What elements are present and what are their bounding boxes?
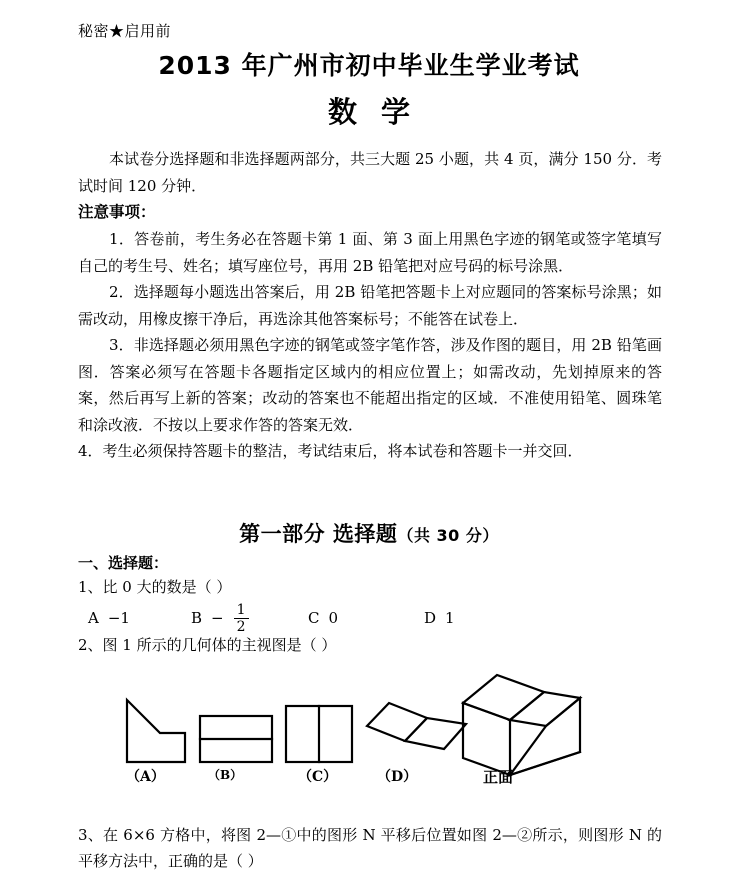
option-b-letter: B [191, 609, 203, 627]
option-c[interactable] [308, 600, 338, 636]
shape-d-right-face [405, 718, 466, 749]
part-one-title: 第一部分 选择题 [239, 522, 398, 546]
shape-d-left-face [367, 703, 427, 741]
option-a-value: −1 [107, 609, 130, 627]
figure-label-d: （D） [377, 769, 418, 785]
question-1-options [88, 600, 608, 636]
notice-item-4: 4．考生必须保持答题卡的整洁，考试结束后，将本试卷和答题卡一并交回． [78, 442, 583, 460]
figure-labels-row [0, 766, 738, 792]
fraction-one-half [234, 603, 249, 634]
section-label-choice: 一、选择题： [78, 554, 169, 572]
option-c-letter: C [308, 609, 320, 627]
front-solid-top-right-face [510, 692, 580, 726]
shape-a-outline [127, 700, 185, 762]
fraction-denominator: 2 [236, 618, 246, 635]
subject-title: 数学 [327, 95, 434, 129]
option-d-letter: D [424, 609, 437, 627]
intro-paragraph: 本试卷分选择题和非选择题两部分，共三大题 25 小题，共 4 页，满分 150 分．考试时间 120 分钟． [78, 150, 662, 195]
front-solid-left-face [463, 703, 510, 775]
question-2-stem: 2、图 1 所示的几何体的主视图是（ ） [78, 636, 337, 654]
option-d[interactable] [424, 600, 455, 636]
intro-section [78, 146, 662, 465]
figure-label-b: （B） [208, 768, 243, 782]
notice-label: 注意事项： [78, 203, 156, 221]
part-one-heading [0, 518, 738, 548]
option-b[interactable] [191, 600, 250, 636]
figure-label-front-view: 正面 [483, 768, 514, 786]
question-1-stem: 1、比 0 大的数是（ ） [78, 578, 232, 596]
option-c-value: 0 [328, 609, 339, 627]
notice-item-1: 1．答卷前，考生务必在答题卡第 1 面、第 3 面上用黑色字迹的钢笔或签字笔填写自己的考生号、姓名；填写座位号，再用 2B 铅笔把对应号码的标号涂黑． [78, 230, 662, 275]
option-d-value: 1 [445, 609, 455, 627]
front-solid-top-left-face [463, 675, 544, 720]
notice-item-3: 3．非选择题必须用黑色字迹的钢笔或签字笔作答，涉及作图的题目，用 2B 铅笔画图．答案必须写在答题卡各题指定区域内的相应位置上；如需改动，先划掉原来的答案，然后再写上新的答案；改动的答案也不能超出指定的区域．不准使用铅笔、圆珠笔和涂改液．不按以上要求作答的答案无效． [78, 336, 662, 434]
option-b-value: − [211, 609, 224, 627]
page-title: 2013 年广州市初中毕业生学业考试 [158, 51, 580, 80]
part-one-score: （共 30 分） [397, 526, 499, 545]
figure-label-c: （C） [298, 769, 338, 785]
question-3-stem: 3、在 6×6 方格中，将图 2—①中的图形 N 平移后位置如图 2—②所示，则图形 N 的平移方法中，正确的是（ ） [78, 826, 662, 870]
secret-mark: 秘密★启用前 [78, 22, 172, 40]
fraction-numerator: 1 [234, 603, 249, 619]
option-a-letter: A [88, 609, 99, 627]
option-a[interactable] [88, 600, 130, 636]
figure-label-a: （A） [126, 769, 165, 785]
notice-item-2: 2．选择题每小题选出答案后，用 2B 铅笔把答题卡上对应题同的答案标号涂黑；如需改动，用橡皮擦干净后，再选涂其他答案标号；不能答在试卷上． [78, 283, 662, 328]
